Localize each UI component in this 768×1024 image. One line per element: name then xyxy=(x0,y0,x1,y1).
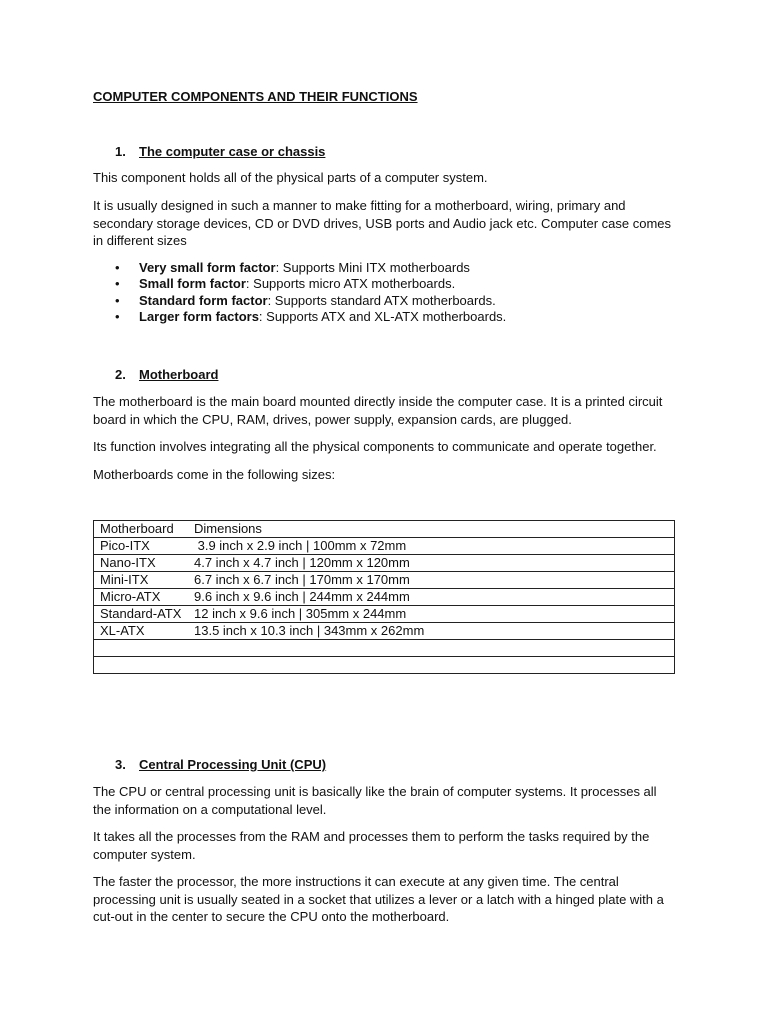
section-heading-text: Motherboard xyxy=(139,367,219,382)
motherboard-sizes-table xyxy=(93,520,675,674)
table-row xyxy=(94,555,675,572)
table-cell: 9.6 inch x 9.6 inch | 244mm x 244mm xyxy=(188,589,675,606)
table-header-cell: Motherboard xyxy=(94,521,189,538)
paragraph: The CPU or central processing unit is basically like the brain of computer systems. It processes all the information on a computational level. xyxy=(93,784,657,817)
table-row xyxy=(94,606,675,623)
table-row-empty xyxy=(94,657,675,674)
paragraph: Motherboards come in the following sizes: xyxy=(93,467,336,482)
section-number: 1. xyxy=(115,144,126,159)
table-row xyxy=(94,623,675,640)
section-heading-motherboard xyxy=(93,366,218,384)
list-item-text: : Supports standard ATX motherboards. xyxy=(267,292,496,308)
table-cell: XL-ATX xyxy=(94,623,189,640)
table-cell: 4.7 inch x 4.7 inch | 120mm x 120mm xyxy=(188,555,675,572)
list-item-text: : Supports Mini ITX motherboards xyxy=(275,260,470,275)
table-cell: Pico-ITX xyxy=(94,538,189,555)
table-row xyxy=(94,589,675,606)
table-cell: Mini-ITX xyxy=(94,572,189,589)
section-heading-cpu xyxy=(93,756,326,774)
section-heading-text: The computer case or chassis xyxy=(139,144,326,159)
table-header-cell: Dimensions xyxy=(188,521,675,538)
table-cell: Nano-ITX xyxy=(94,555,189,572)
paragraph: The faster the processor, the more instructions it can execute at any given time. The central processing unit is usually seated in a socket that utilizes a lever or a latch with a hinged plate with a cut-out in the center to secure the CPU onto the motherboard. xyxy=(93,874,664,924)
paragraph: It is usually designed in such a manner to make fitting for a motherboard, wiring, primary and secondary storage devices, CD or DVD drives, USB ports and Audio jack etc. Computer case comes in different sizes xyxy=(93,198,672,248)
paragraph: This component holds all of the physical parts of a computer system. xyxy=(93,170,488,185)
table-cell xyxy=(94,640,675,657)
table-cell: 6.7 inch x 6.7 inch | 170mm x 170mm xyxy=(188,572,675,589)
paragraph: Its function involves integrating all the physical components to communicate and operate together. xyxy=(93,439,657,454)
section-number: 3. xyxy=(115,757,126,772)
section-heading-case xyxy=(93,143,325,161)
list-item-term: Small form factor xyxy=(139,276,246,292)
list-item xyxy=(93,260,506,276)
table-header-row xyxy=(94,521,675,538)
list-item-text: : Supports micro ATX motherboards. xyxy=(245,276,456,292)
table-row xyxy=(94,572,675,589)
list-item-term: Standard form factor xyxy=(139,292,268,308)
table-cell: Standard-ATX xyxy=(94,606,189,623)
table-cell: 12 inch x 9.6 inch | 305mm x 244mm xyxy=(188,606,675,623)
table-cell: 3.9 inch x 2.9 inch | 100mm x 72mm xyxy=(188,538,675,555)
section-number: 2. xyxy=(115,367,126,382)
table-cell: Micro-ATX xyxy=(94,589,189,606)
list-item xyxy=(93,276,506,292)
table-row xyxy=(94,538,675,555)
document-title: COMPUTER COMPONENTS AND THEIR FUNCTIONS xyxy=(93,89,418,104)
list-item xyxy=(93,293,506,309)
paragraph: The motherboard is the main board mounted directly inside the computer case. It is a printed circuit board in which the CPU, RAM, drives, power supply, expansion cards, are plugged. xyxy=(93,394,663,427)
list-item-text: : Supports ATX and XL-ATX motherboards. xyxy=(258,308,507,324)
section-heading-text: Central Processing Unit (CPU) xyxy=(139,757,327,772)
table-cell xyxy=(94,657,675,674)
list-item xyxy=(93,309,506,325)
table-cell: 13.5 inch x 10.3 inch | 343mm x 262mm xyxy=(188,623,675,640)
form-factor-list xyxy=(93,260,506,325)
paragraph: It takes all the processes from the RAM and processes them to perform the tasks required by the computer system. xyxy=(93,829,650,862)
list-item-term: Very small form factor xyxy=(139,260,276,275)
table-row-empty xyxy=(94,640,675,657)
list-item-term: Larger form factors xyxy=(139,308,259,324)
